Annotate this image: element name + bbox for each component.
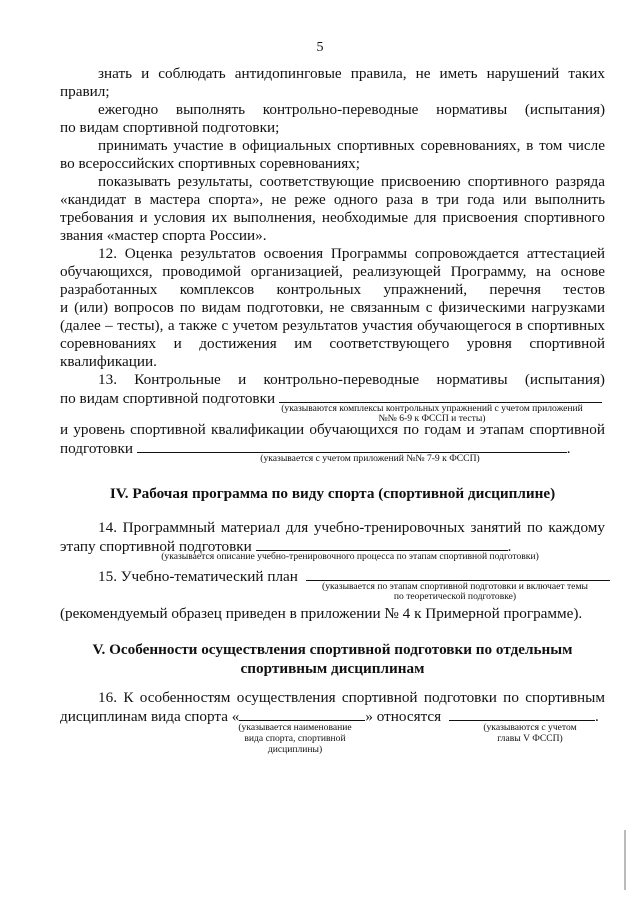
fill-in-blank — [137, 439, 567, 453]
footnote-line: (указывается по этапам спортивной подготовки и включает темы — [322, 581, 588, 592]
footnote-line: (указываются с учетом — [483, 722, 577, 733]
text-line: принимать участие в официальных спортивных соревнованиях, в том числе — [98, 137, 605, 154]
footnote-line: (указываются комплексы контрольных упражнений с учетом приложений — [281, 403, 583, 414]
section-heading-iv: IV. Рабочая программа по виду спорта (спортивной дисциплине) — [109, 485, 556, 502]
text-line: «кандидат в мастера спорта», не реже одного раза в три года или выполнить — [60, 191, 605, 208]
footnote-line: (указывается с учетом приложений №№ 7-9 к ФССП) — [260, 453, 480, 464]
text-line: правил; — [60, 83, 110, 100]
text-line: соревнованиях и достижения им соответствующего уровня спортивной — [60, 335, 605, 352]
fill-in-blank — [239, 707, 365, 721]
scan-edge-mark — [624, 830, 626, 890]
footnote-line: главы V ФССП) — [497, 733, 563, 744]
text-fragment: » относятся — [365, 708, 442, 725]
text-fragment: по видам спортивной подготовки — [60, 390, 276, 407]
footnote-line: дисциплины) — [267, 744, 323, 755]
text-line: этапу спортивной подготовки . — [60, 538, 512, 555]
fill-in-blank — [449, 707, 595, 721]
text-line: ежегодно выполнять контрольно-переводные нормативы (испытания) — [98, 101, 605, 118]
footnote-line: по теоретической подготовке) — [393, 591, 517, 602]
text-line: звания «мастер спорта России». — [60, 227, 267, 244]
text-line: дисциплинам вида спорта « » относятся . — [60, 708, 599, 725]
text-fragment: подготовки — [60, 440, 133, 457]
text-line: и уровень спортивной квалификации обучающихся по годам и этапам спортивной — [60, 421, 605, 438]
text-line: и (или) вопросов по видам подготовки, не связанным с физическими нагрузками — [60, 299, 605, 316]
text-line: разработанных комплексов контрольных упражнений, перечня тестов — [60, 281, 605, 298]
page-number: 5 — [316, 40, 324, 55]
fill-in-blank — [256, 537, 508, 551]
section-heading-v-line1: V. Особенности осуществления спортивной подготовки по отдельным — [92, 641, 573, 658]
text-line: требования и условия их выполнения, необходимые для присвоения спортивного — [60, 209, 605, 226]
text-fragment: 15. Учебно-тематический план — [98, 568, 298, 585]
footnote-line: вида спорта, спортивной — [244, 733, 346, 744]
footnote-line: №№ 6-9 к ФССП и тесты) — [378, 413, 486, 424]
text-line: (далее – тесты), а также с учетом результатов участия обучающегося в спортивных — [60, 317, 605, 334]
text-line: 12. Оценка результатов освоения Программы сопровождается аттестацией — [98, 245, 605, 262]
text-line: по видам спортивной подготовки; — [60, 119, 280, 136]
footnote-line: (указывается описание учебно-тренировочного процесса по этапам спортивной подготовки) — [161, 551, 539, 562]
text-line: обучающихся, проводимой организацией, реализующей Программу, на основе — [60, 263, 605, 280]
fill-in-blank — [279, 389, 602, 403]
text-line: подготовки . — [60, 440, 571, 457]
text-line: 16. К особенностям осуществления спортивной подготовки по спортивным — [98, 689, 605, 706]
text-line: квалификации. — [60, 353, 157, 370]
footnote-line: (указывается наименование — [238, 722, 352, 733]
text-line: 13. Контрольные и контрольно-переводные нормативы (испытания) — [98, 371, 605, 388]
text-line: показывать результаты, соответствующие присвоению спортивного разряда — [98, 173, 605, 190]
text-line: 14. Программный материал для учебно-тренировочных занятий по каждому — [98, 519, 605, 536]
text-line: знать и соблюдать антидопинговые правила, не иметь нарушений таких — [98, 65, 605, 82]
text-line: во всероссийских спортивных соревнованиях; — [60, 155, 360, 172]
text-fragment: этапу спортивной подготовки — [60, 538, 252, 555]
fill-in-blank — [306, 567, 610, 581]
text-fragment: дисциплинам вида спорта « — [60, 708, 240, 725]
section-heading-v-line2: спортивным дисциплинам — [240, 660, 425, 677]
text-line: (рекомендуемый образец приведен в приложении № 4 к Примерной программе). — [60, 605, 583, 622]
